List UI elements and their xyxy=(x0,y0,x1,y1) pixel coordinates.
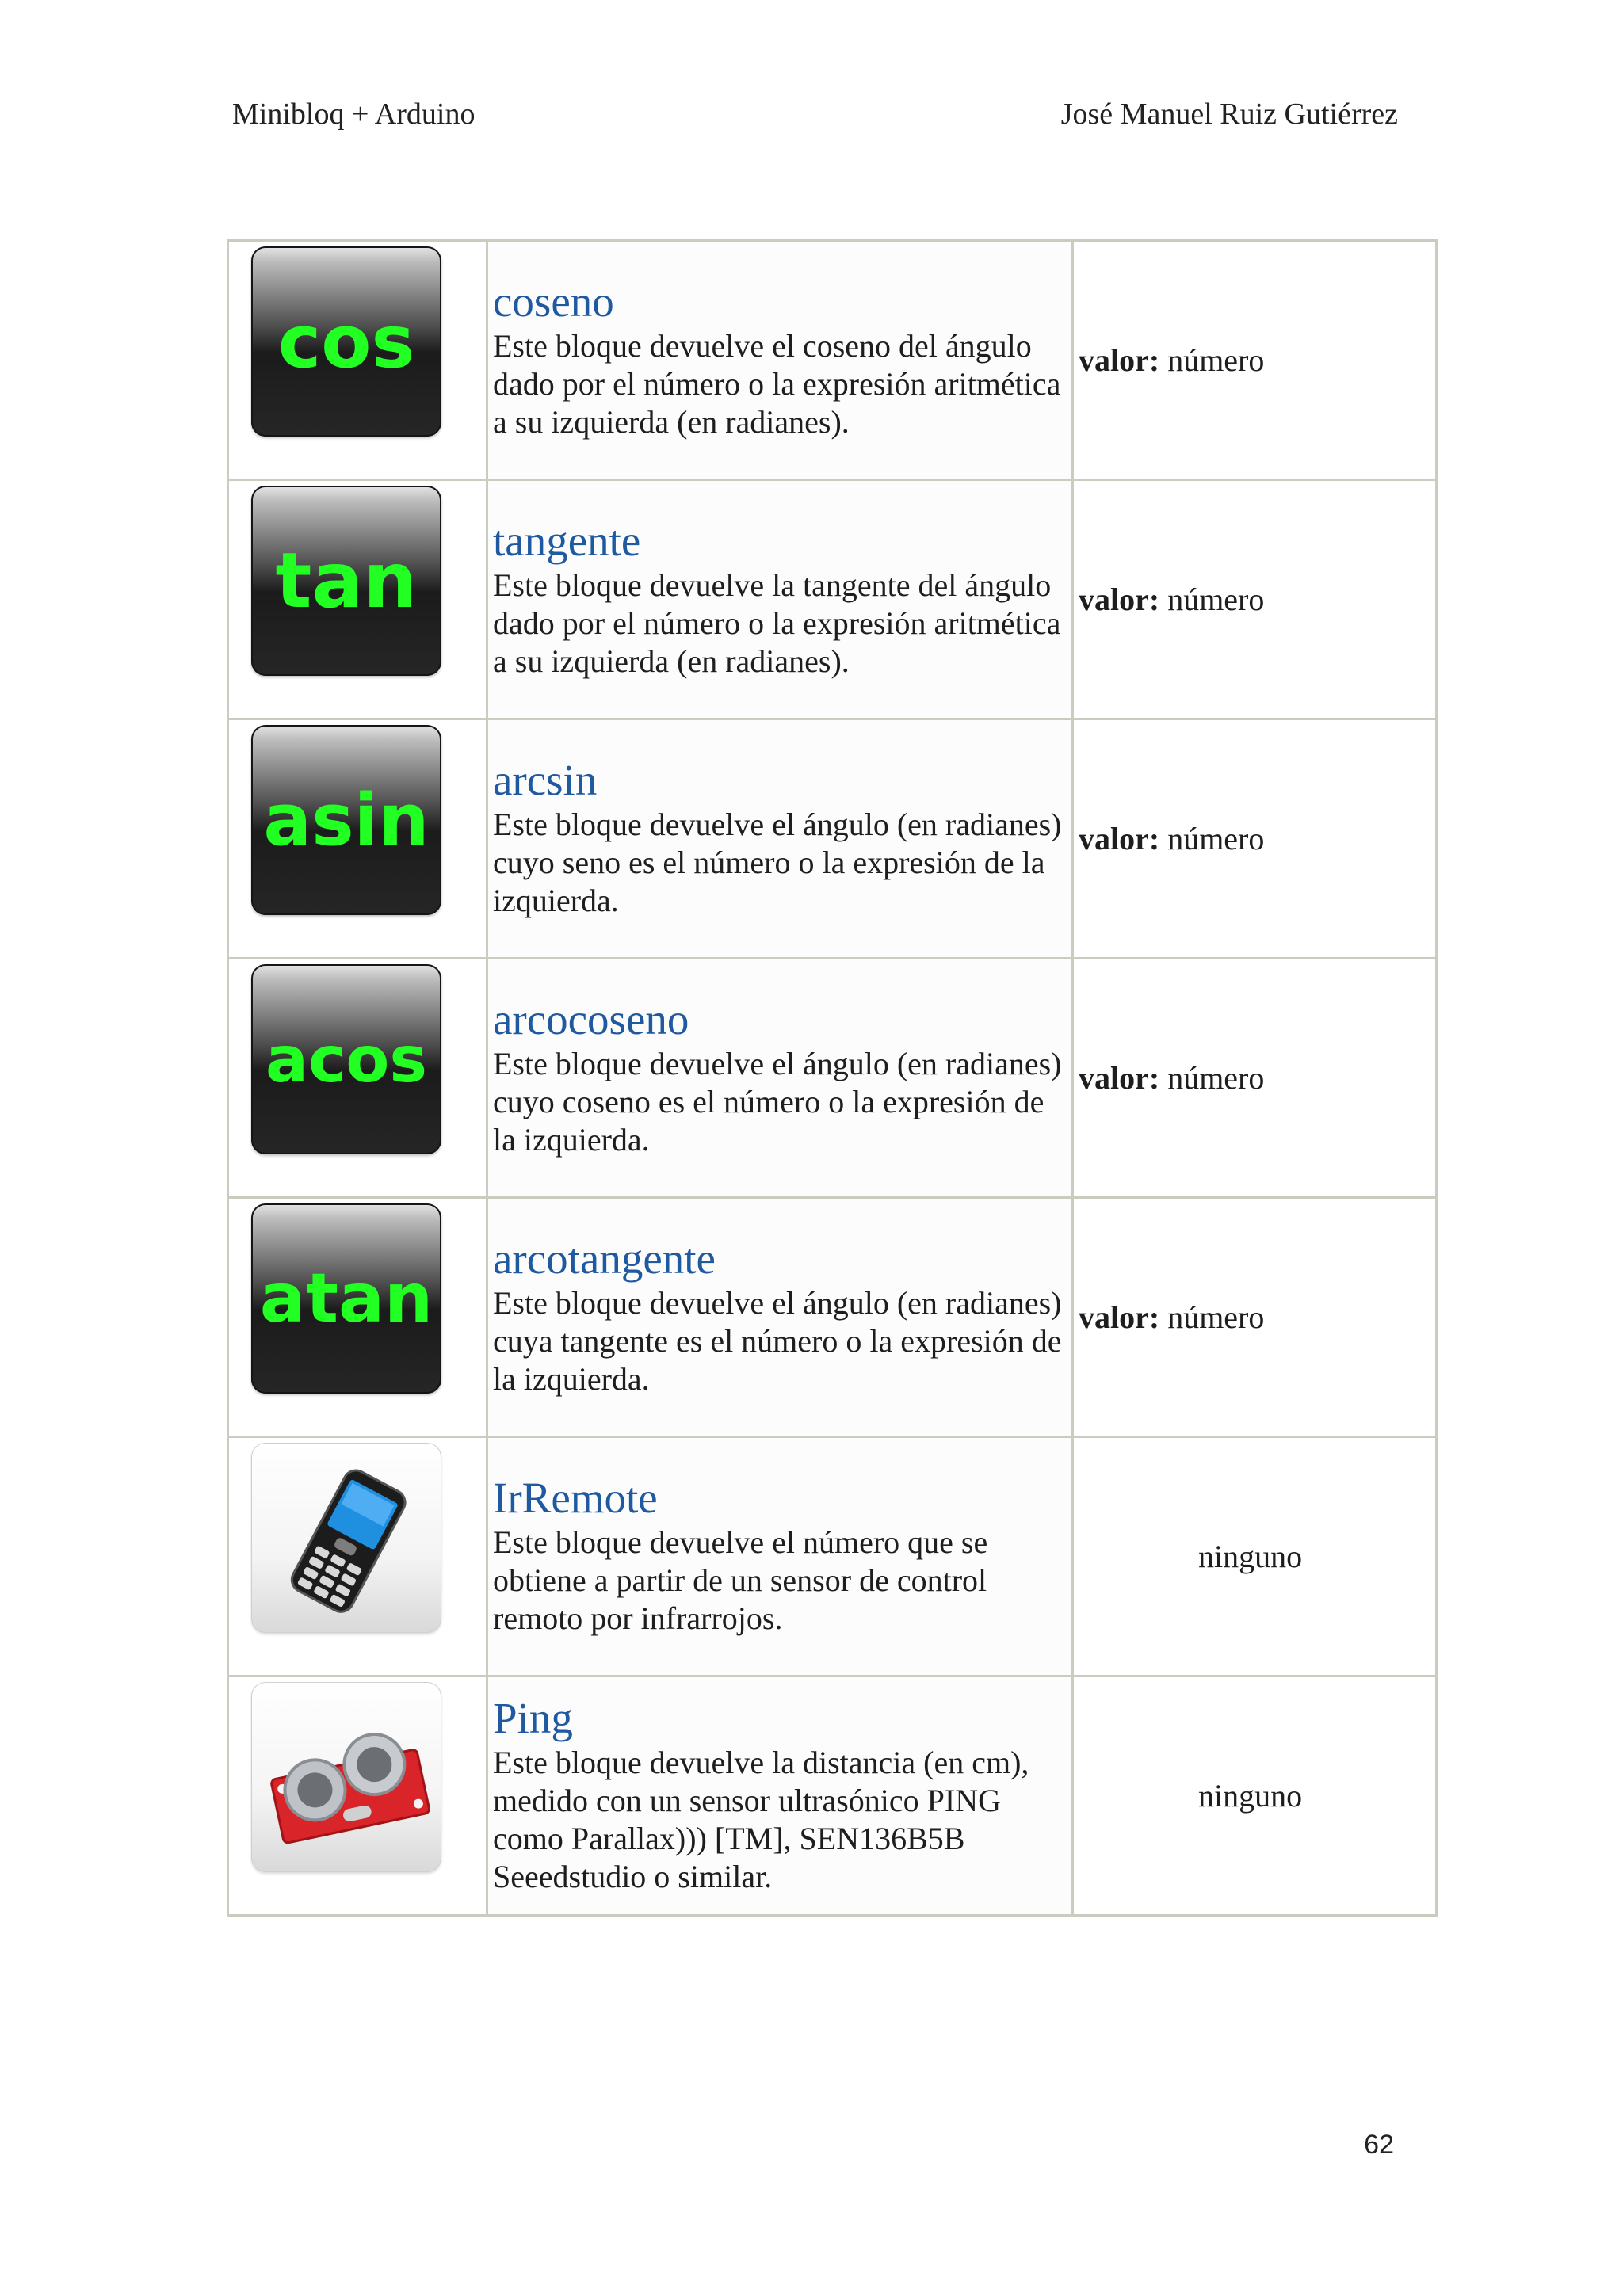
block-value: valor: número xyxy=(1079,342,1265,378)
block-value: valor: número xyxy=(1079,1299,1265,1335)
acos-block-icon: acos xyxy=(251,964,441,1154)
page-number: 62 xyxy=(1364,2130,1394,2160)
table-row xyxy=(228,959,1437,1198)
blocks-table xyxy=(227,239,1438,1917)
block-value: valor: número xyxy=(1079,821,1265,856)
tan-block-icon: tan xyxy=(251,486,441,676)
header-author: José Manuel Ruiz Gutiérrez xyxy=(1060,97,1398,131)
table-row xyxy=(228,1676,1437,1916)
block-title: tangente xyxy=(493,516,641,565)
block-title: IrRemote xyxy=(493,1473,658,1522)
block-description: Este bloque devuelve el ángulo (en radianes) cuyo coseno es el número o la expresión de la izquierda. xyxy=(493,1046,1062,1158)
table-row xyxy=(228,719,1437,959)
block-value: ninguno xyxy=(1198,1539,1303,1574)
block-title: coseno xyxy=(493,277,614,326)
block-title: arcsin xyxy=(493,755,598,804)
header-left-title: Minibloq + Arduino xyxy=(232,97,475,131)
cos-block-icon: cos xyxy=(251,246,441,437)
block-description: Este bloque devuelve el ángulo (en radianes) cuyo seno es el número o la expresión de la izquierda. xyxy=(493,807,1062,919)
block-value: valor: número xyxy=(1079,1060,1265,1096)
atan-block-icon: atan xyxy=(251,1203,441,1394)
block-value: valor: número xyxy=(1079,582,1265,617)
asin-block-icon: asin xyxy=(251,725,441,915)
block-description: Este bloque devuelve el número que se obtiene a partir de un sensor de control remoto por infrarrojos. xyxy=(493,1524,988,1637)
table-row xyxy=(228,480,1437,719)
block-title: Ping xyxy=(493,1693,573,1742)
table-row xyxy=(228,1198,1437,1437)
mobile-phone-icon xyxy=(251,1443,441,1633)
block-description: Este bloque devuelve el ángulo (en radianes) cuya tangente es el número o la expresión de la izquierda. xyxy=(493,1285,1062,1398)
block-description: Este bloque devuelve la distancia (en cm), medido con un sensor ultrasónico PING como Parallax))) [TM], SEN136B5B Seeedstudio o similar. xyxy=(493,1745,1029,1895)
ultrasonic-sensor-icon xyxy=(251,1682,441,1872)
block-description: Este bloque devuelve el coseno del ángulo dado por el número o la expresión aritmética a su izquierda (en radianes). xyxy=(493,328,1061,441)
block-value: ninguno xyxy=(1198,1778,1303,1814)
block-title: arcocoseno xyxy=(493,994,689,1043)
table-row xyxy=(228,1437,1437,1676)
table-row xyxy=(228,241,1437,480)
block-description: Este bloque devuelve la tangente del ángulo dado por el número o la expresión aritmética a su izquierda (en radianes). xyxy=(493,567,1061,680)
block-title: arcotangente xyxy=(493,1234,716,1283)
